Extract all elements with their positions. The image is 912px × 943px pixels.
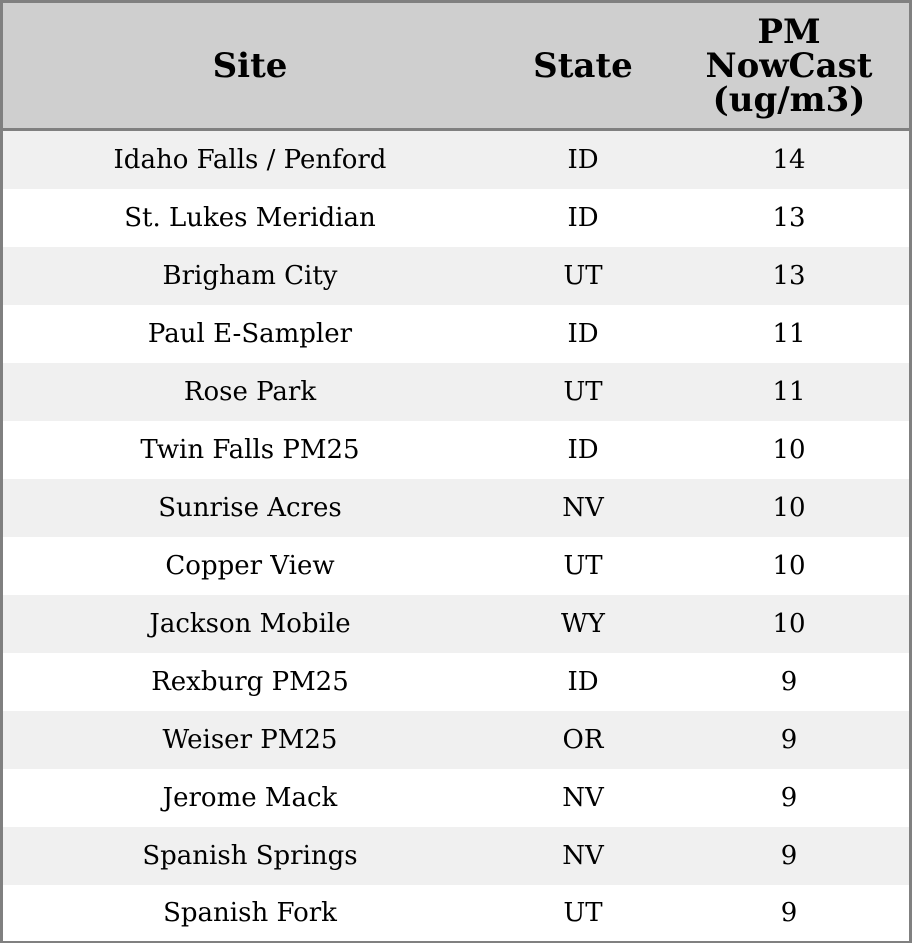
- cell-state: WY: [497, 595, 669, 653]
- cell-state: NV: [497, 479, 669, 537]
- cell-state: NV: [497, 769, 669, 827]
- cell-site: Rexburg PM25: [3, 653, 497, 711]
- cell-pm-nowcast: 9: [669, 827, 909, 885]
- header-pm-nowcast: [669, 3, 909, 130]
- cell-site: Jerome Mack: [3, 769, 497, 827]
- cell-pm-nowcast: 9: [669, 885, 909, 941]
- cell-site: Rose Park: [3, 363, 497, 421]
- table-row: [3, 653, 909, 711]
- table-row: [3, 247, 909, 305]
- table-row: [3, 711, 909, 769]
- cell-state: ID: [497, 189, 669, 247]
- cell-site: St. Lukes Meridian: [3, 189, 497, 247]
- cell-state: UT: [497, 363, 669, 421]
- cell-state: UT: [497, 537, 669, 595]
- cell-site: Paul E-Sampler: [3, 305, 497, 363]
- table-row: [3, 595, 909, 653]
- cell-site: Spanish Springs: [3, 827, 497, 885]
- cell-state: OR: [497, 711, 669, 769]
- cell-site: Copper View: [3, 537, 497, 595]
- cell-state: ID: [497, 305, 669, 363]
- cell-state: UT: [497, 885, 669, 941]
- table-row: [3, 885, 909, 941]
- cell-pm-nowcast: 11: [669, 305, 909, 363]
- cell-state: ID: [497, 653, 669, 711]
- cell-site: Weiser PM25: [3, 711, 497, 769]
- table-row: [3, 479, 909, 537]
- cell-state: NV: [497, 827, 669, 885]
- header-site: Site: [3, 3, 497, 130]
- table-row: [3, 305, 909, 363]
- header-state: State: [497, 3, 669, 130]
- table-row: [3, 130, 909, 190]
- cell-site: Idaho Falls / Penford: [3, 130, 497, 190]
- header-pm-line-2: NowCast: [705, 45, 873, 86]
- table-row: [3, 769, 909, 827]
- cell-pm-nowcast: 13: [669, 247, 909, 305]
- table-row: [3, 189, 909, 247]
- cell-site: Brigham City: [3, 247, 497, 305]
- header-pm-line-1: PM: [757, 11, 821, 52]
- cell-site: Jackson Mobile: [3, 595, 497, 653]
- table-row: [3, 363, 909, 421]
- table-header: [3, 3, 909, 130]
- cell-pm-nowcast: 11: [669, 363, 909, 421]
- pm-nowcast-table: [3, 3, 909, 941]
- cell-pm-nowcast: 9: [669, 653, 909, 711]
- cell-state: ID: [497, 421, 669, 479]
- cell-pm-nowcast: 10: [669, 479, 909, 537]
- cell-pm-nowcast: 9: [669, 769, 909, 827]
- cell-pm-nowcast: 13: [669, 189, 909, 247]
- cell-site: Sunrise Acres: [3, 479, 497, 537]
- cell-site: Twin Falls PM25: [3, 421, 497, 479]
- table-row: [3, 827, 909, 885]
- table-row: [3, 537, 909, 595]
- cell-pm-nowcast: 9: [669, 711, 909, 769]
- cell-state: ID: [497, 130, 669, 190]
- cell-state: UT: [497, 247, 669, 305]
- cell-pm-nowcast: 14: [669, 130, 909, 190]
- table-row: [3, 421, 909, 479]
- header-row: [3, 3, 909, 130]
- cell-pm-nowcast: 10: [669, 421, 909, 479]
- cell-pm-nowcast: 10: [669, 595, 909, 653]
- cell-pm-nowcast: 10: [669, 537, 909, 595]
- table-body: [3, 130, 909, 942]
- cell-site: Spanish Fork: [3, 885, 497, 941]
- header-pm-line-3: (ug/m3): [712, 79, 866, 120]
